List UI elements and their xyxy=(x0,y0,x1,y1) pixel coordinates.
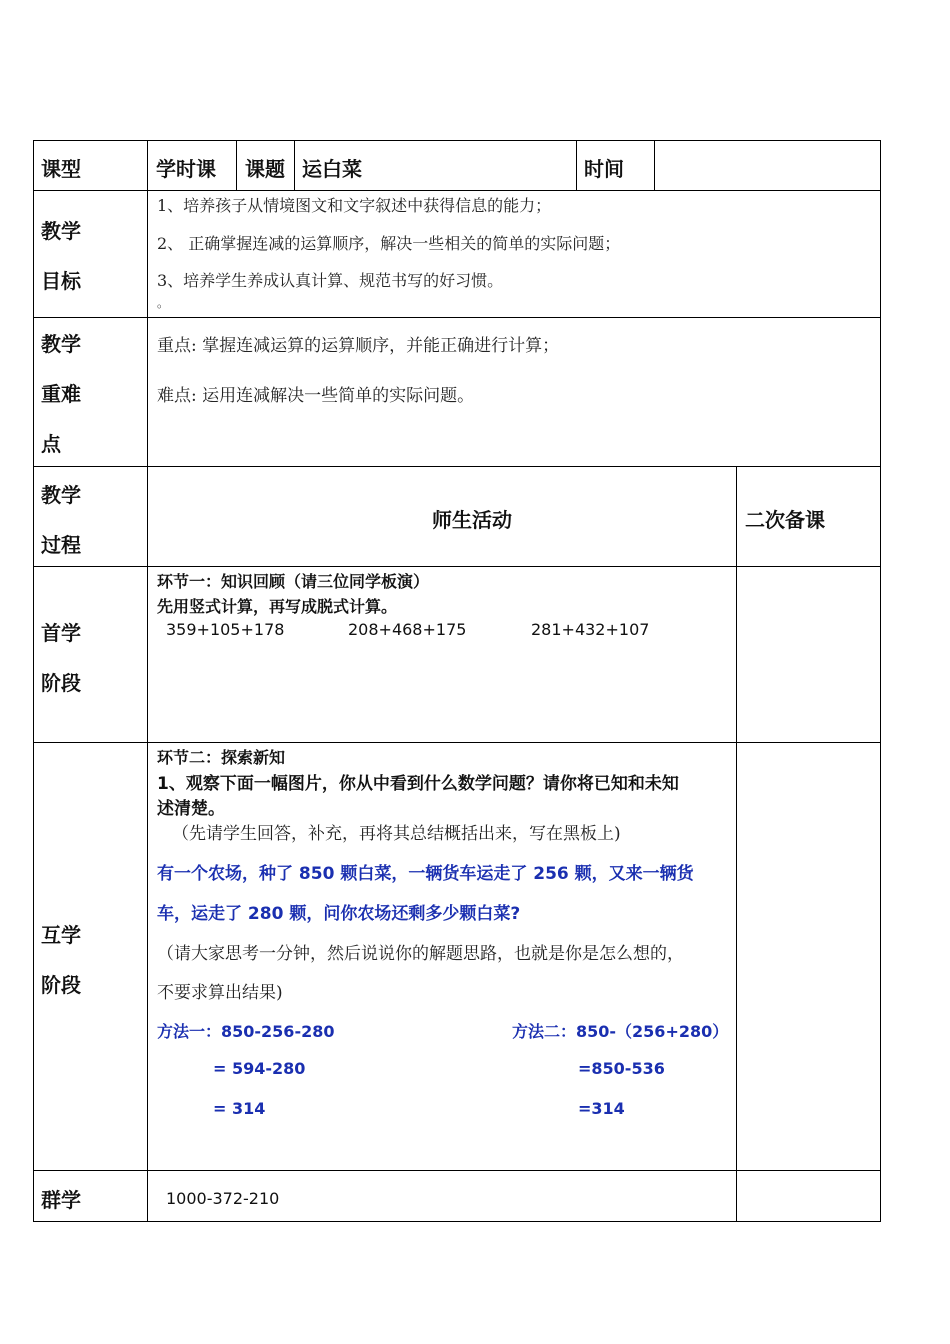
topic-label: 课题 xyxy=(245,157,285,181)
table-border-right xyxy=(880,140,881,1222)
stage-first-label: 首学 xyxy=(41,621,81,645)
keypoints-label: 重难 xyxy=(41,382,81,406)
stage-first-label: 阶段 xyxy=(41,671,81,695)
exercise-item: 1000-372-210 xyxy=(166,1189,280,1208)
objective-item: 1、培养孩子从情境图文和文字叙述中获得信息的能力； xyxy=(157,196,552,215)
method-one-line: = 314 xyxy=(213,1099,266,1118)
time-label: 时间 xyxy=(584,157,624,181)
table-row-divider xyxy=(33,566,881,567)
table-border-top xyxy=(33,140,881,141)
header-divider xyxy=(294,140,295,190)
stage-group-label: 群学 xyxy=(41,1188,81,1212)
table-row-divider xyxy=(33,466,881,467)
question-text: 述清楚。 xyxy=(157,799,225,819)
table-col-divider xyxy=(147,140,148,1222)
activity-header: 师生活动 xyxy=(432,508,512,532)
keypoints-label: 点 xyxy=(41,432,61,456)
section-title: 环节二：探索新知 xyxy=(157,748,286,767)
lesson-type-label: 课型 xyxy=(41,157,81,181)
table-row-divider xyxy=(33,190,881,191)
table-row-divider xyxy=(33,317,881,318)
second-prep-header: 二次备课 xyxy=(745,508,825,532)
problem-text: 有一个农场，种了 850 颗白菜，一辆货车运走了 256 颗，又来一辆货 xyxy=(157,864,694,884)
section-title: 环节一：知识回顾（请三位同学板演） xyxy=(157,572,430,591)
objective-item: 2、 正确掌握连减的运算顺序，解决一些相关的简单的实际问题； xyxy=(157,234,621,253)
table-border-bottom xyxy=(33,1221,881,1222)
instruction-text: 先用竖式计算，再写成脱式计算。 xyxy=(157,597,398,616)
question-text: 1、观察下面一幅图片，你从中看到什么数学问题？请你将已知和未知 xyxy=(157,774,679,793)
think-prompt: 不要求算出结果) xyxy=(157,983,283,1003)
key-point: 重点: 掌握连减运算的运算顺序，并能正确进行计算； xyxy=(157,336,560,356)
table-row-divider xyxy=(33,1170,881,1171)
think-prompt: （请大家思考一分钟，然后说说你的解题思路，也就是你是怎么想的， xyxy=(157,944,684,964)
second-prep-divider xyxy=(736,466,737,1222)
teacher-note: （先请学生回答，补充，再将其总结概括出来，写在黑板上) xyxy=(172,824,621,844)
table-border-left xyxy=(33,140,34,1222)
process-label: 过程 xyxy=(41,533,81,557)
method-one-line: = 594-280 xyxy=(213,1059,306,1078)
method-two-line: =314 xyxy=(578,1099,625,1118)
exercise-item: 281+432+107 xyxy=(531,620,650,639)
keypoints-label: 教学 xyxy=(41,332,81,356)
exercise-item: 359+105+178 xyxy=(166,620,285,639)
question-clip xyxy=(157,769,736,793)
objective-item: 。 xyxy=(157,296,170,310)
stage-mutual-label: 阶段 xyxy=(41,973,81,997)
method-one-line: 方法一：850-256-280 xyxy=(157,1022,335,1041)
objectives-label: 目标 xyxy=(41,269,81,293)
objective-item: 3、培养学生养成认真计算、规范书写的好习惯。 xyxy=(157,271,504,290)
process-label: 教学 xyxy=(41,483,81,507)
header-divider xyxy=(236,140,237,190)
header-divider xyxy=(654,140,655,190)
objectives-label: 教学 xyxy=(41,219,81,243)
problem-text: 车，运走了 280 颗，问你农场还剩多少颗白菜? xyxy=(157,904,521,924)
table-row-divider xyxy=(33,742,881,743)
topic-value: 运白菜 xyxy=(302,157,362,181)
stage-mutual-label: 互学 xyxy=(41,923,81,947)
method-two-line: =850-536 xyxy=(578,1059,665,1078)
method-two-line: 方法二：850-（256+280） xyxy=(512,1022,729,1041)
difficulty-point: 难点: 运用连减解决一些简单的实际问题。 xyxy=(157,386,475,406)
lesson-type-value: 学时课 xyxy=(156,157,216,181)
header-divider xyxy=(576,140,577,190)
exercise-item: 208+468+175 xyxy=(348,620,467,639)
